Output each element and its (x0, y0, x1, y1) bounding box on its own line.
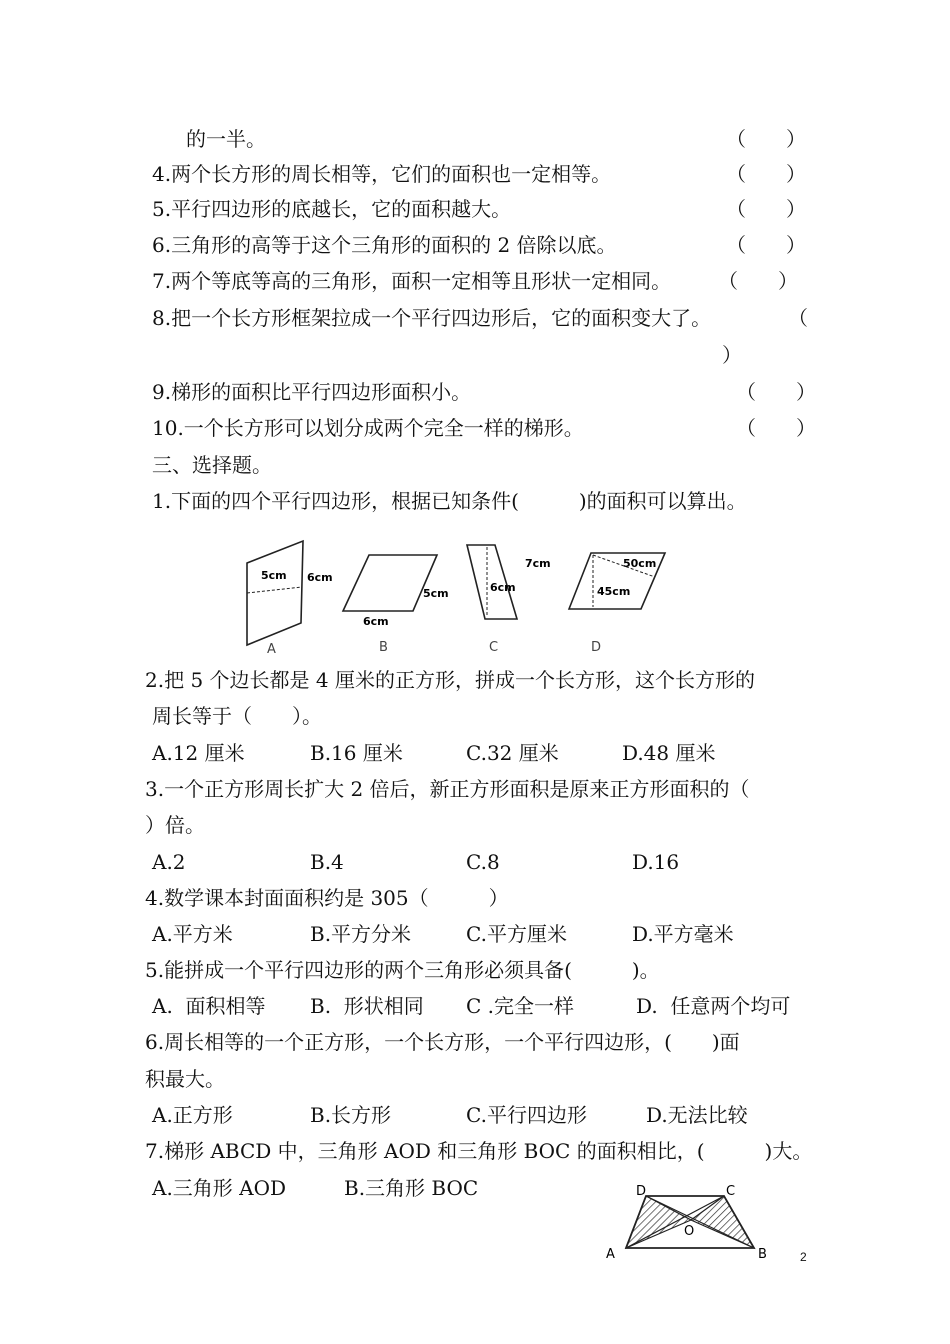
point-o-label: O (684, 1224, 695, 1239)
q4-option-b[interactable]: B.平方分米 (310, 922, 412, 946)
vertex-d-label: D (636, 1184, 647, 1199)
q3-option-a[interactable]: A.2 (152, 850, 186, 874)
figure-a (247, 541, 333, 655)
answer-paren[interactable]: （ ） (726, 127, 806, 151)
q6-option-d[interactable]: D.无法比较 (646, 1103, 748, 1127)
figure-c-label-height: 6cm (490, 581, 516, 594)
figure-d-label-height: 45cm (597, 585, 631, 598)
q5-option-d[interactable]: D. 任意两个均可 (636, 994, 791, 1018)
q5-option-c[interactable]: C .完全一样 (466, 994, 575, 1018)
q7-option-b[interactable]: B.三角形 BOC (344, 1176, 479, 1200)
q6-option-c[interactable]: C.平行四边形 (466, 1103, 587, 1127)
trapezoid-figure (596, 1176, 776, 1266)
answer-paren[interactable]: （ ） (726, 197, 806, 221)
answer-paren[interactable]: （ ） (736, 380, 816, 404)
judge-q7: 7.两个等底等高的三角形，面积一定相等且形状一定相同。 (152, 269, 672, 293)
figure-d-letter: D (591, 640, 602, 655)
q5-option-a[interactable]: A. 面积相等 (152, 994, 266, 1018)
q6-option-b[interactable]: B.长方形 (310, 1103, 392, 1127)
q2-option-a[interactable]: A.12 厘米 (152, 741, 245, 765)
q1-figures (235, 535, 675, 655)
vertex-a-label: A (606, 1247, 615, 1262)
figure-a-label-base: 5cm (261, 569, 287, 582)
judge-q9: 9.梯形的面积比平行四边形面积小。 (152, 380, 472, 404)
choice-q1: 1.下面的四个平行四边形，根据已知条件( )的面积可以算出。 (152, 489, 747, 513)
figure-c (467, 545, 551, 655)
answer-paren-open[interactable]: （ (788, 306, 808, 330)
section-heading: 三、选择题。 (152, 453, 272, 477)
page-number: 2 (800, 1250, 807, 1264)
figure-d (569, 553, 665, 655)
figure-b-letter: B (379, 640, 388, 655)
vertex-b-label: B (758, 1247, 767, 1262)
judge-q8: 8.把一个长方形框架拉成一个平行四边形后，它的面积变大了。 (152, 306, 712, 330)
figure-a-letter: A (267, 642, 276, 655)
figure-b-label-side: 5cm (423, 587, 449, 600)
choice-q3-line1: 3.一个正方形周长扩大 2 倍后，新正方形面积是原来正方形面积的（ (145, 777, 750, 801)
choice-q5: 5.能拼成一个平行四边形的两个三角形必须具备( )。 (145, 958, 660, 982)
choice-q2-line1: 2.把 5 个边长都是 4 厘米的正方形，拼成一个长方形，这个长方形的 (145, 668, 755, 692)
figure-b-label-base: 6cm (363, 615, 389, 628)
answer-paren[interactable]: （ ） (726, 162, 806, 186)
q3-option-c[interactable]: C.8 (466, 850, 500, 874)
q7-option-a[interactable]: A.三角形 AOD (152, 1176, 287, 1200)
q4-option-d[interactable]: D.平方毫米 (632, 922, 734, 946)
choice-q4: 4.数学课本封面面积约是 305（ ） (145, 886, 509, 910)
vertex-c-label: C (726, 1184, 736, 1199)
judge-q5: 5.平行四边形的底越长，它的面积越大。 (152, 197, 512, 221)
judge-q10: 10.一个长方形可以划分成两个完全一样的梯形。 (152, 416, 584, 440)
judge-q3-continuation: 的一半。 (186, 127, 266, 151)
figure-c-letter: C (489, 640, 499, 655)
choice-q6-line2: 积最大。 (145, 1067, 225, 1091)
choice-q7: 7.梯形 ABCD 中，三角形 AOD 和三角形 BOC 的面积相比，( )大。 (145, 1139, 813, 1163)
figure-b (343, 555, 449, 655)
judge-q6: 6.三角形的高等于这个三角形的面积的 2 倍除以底。 (152, 233, 617, 257)
q6-option-a[interactable]: A.正方形 (152, 1103, 233, 1127)
choice-q2-line2: 周长等于（ ）。 (152, 704, 322, 728)
judge-q4: 4.两个长方形的周长相等，它们的面积也一定相等。 (152, 162, 612, 186)
answer-paren[interactable]: （ ） (736, 416, 816, 440)
figure-a-label-side: 6cm (307, 571, 333, 584)
figure-c-label-side: 7cm (525, 557, 551, 570)
answer-paren-close: ） (722, 343, 742, 367)
q2-option-c[interactable]: C.32 厘米 (466, 741, 559, 765)
q5-option-b[interactable]: B. 形状相同 (310, 994, 424, 1018)
answer-paren[interactable]: （ ） (726, 233, 806, 257)
q3-option-d[interactable]: D.16 (632, 850, 680, 874)
q2-option-b[interactable]: B.16 厘米 (310, 741, 403, 765)
choice-q6-line1: 6.周长相等的一个正方形，一个长方形，一个平行四边形，( )面 (145, 1030, 740, 1054)
choice-q3-line2: ）倍。 (145, 813, 205, 837)
answer-paren[interactable]: （ ） (718, 269, 798, 293)
figure-d-label-top: 50cm (623, 557, 657, 570)
q3-option-b[interactable]: B.4 (310, 850, 344, 874)
q2-option-d[interactable]: D.48 厘米 (622, 741, 716, 765)
q4-option-a[interactable]: A.平方米 (152, 922, 233, 946)
q4-option-c[interactable]: C.平方厘米 (466, 922, 567, 946)
